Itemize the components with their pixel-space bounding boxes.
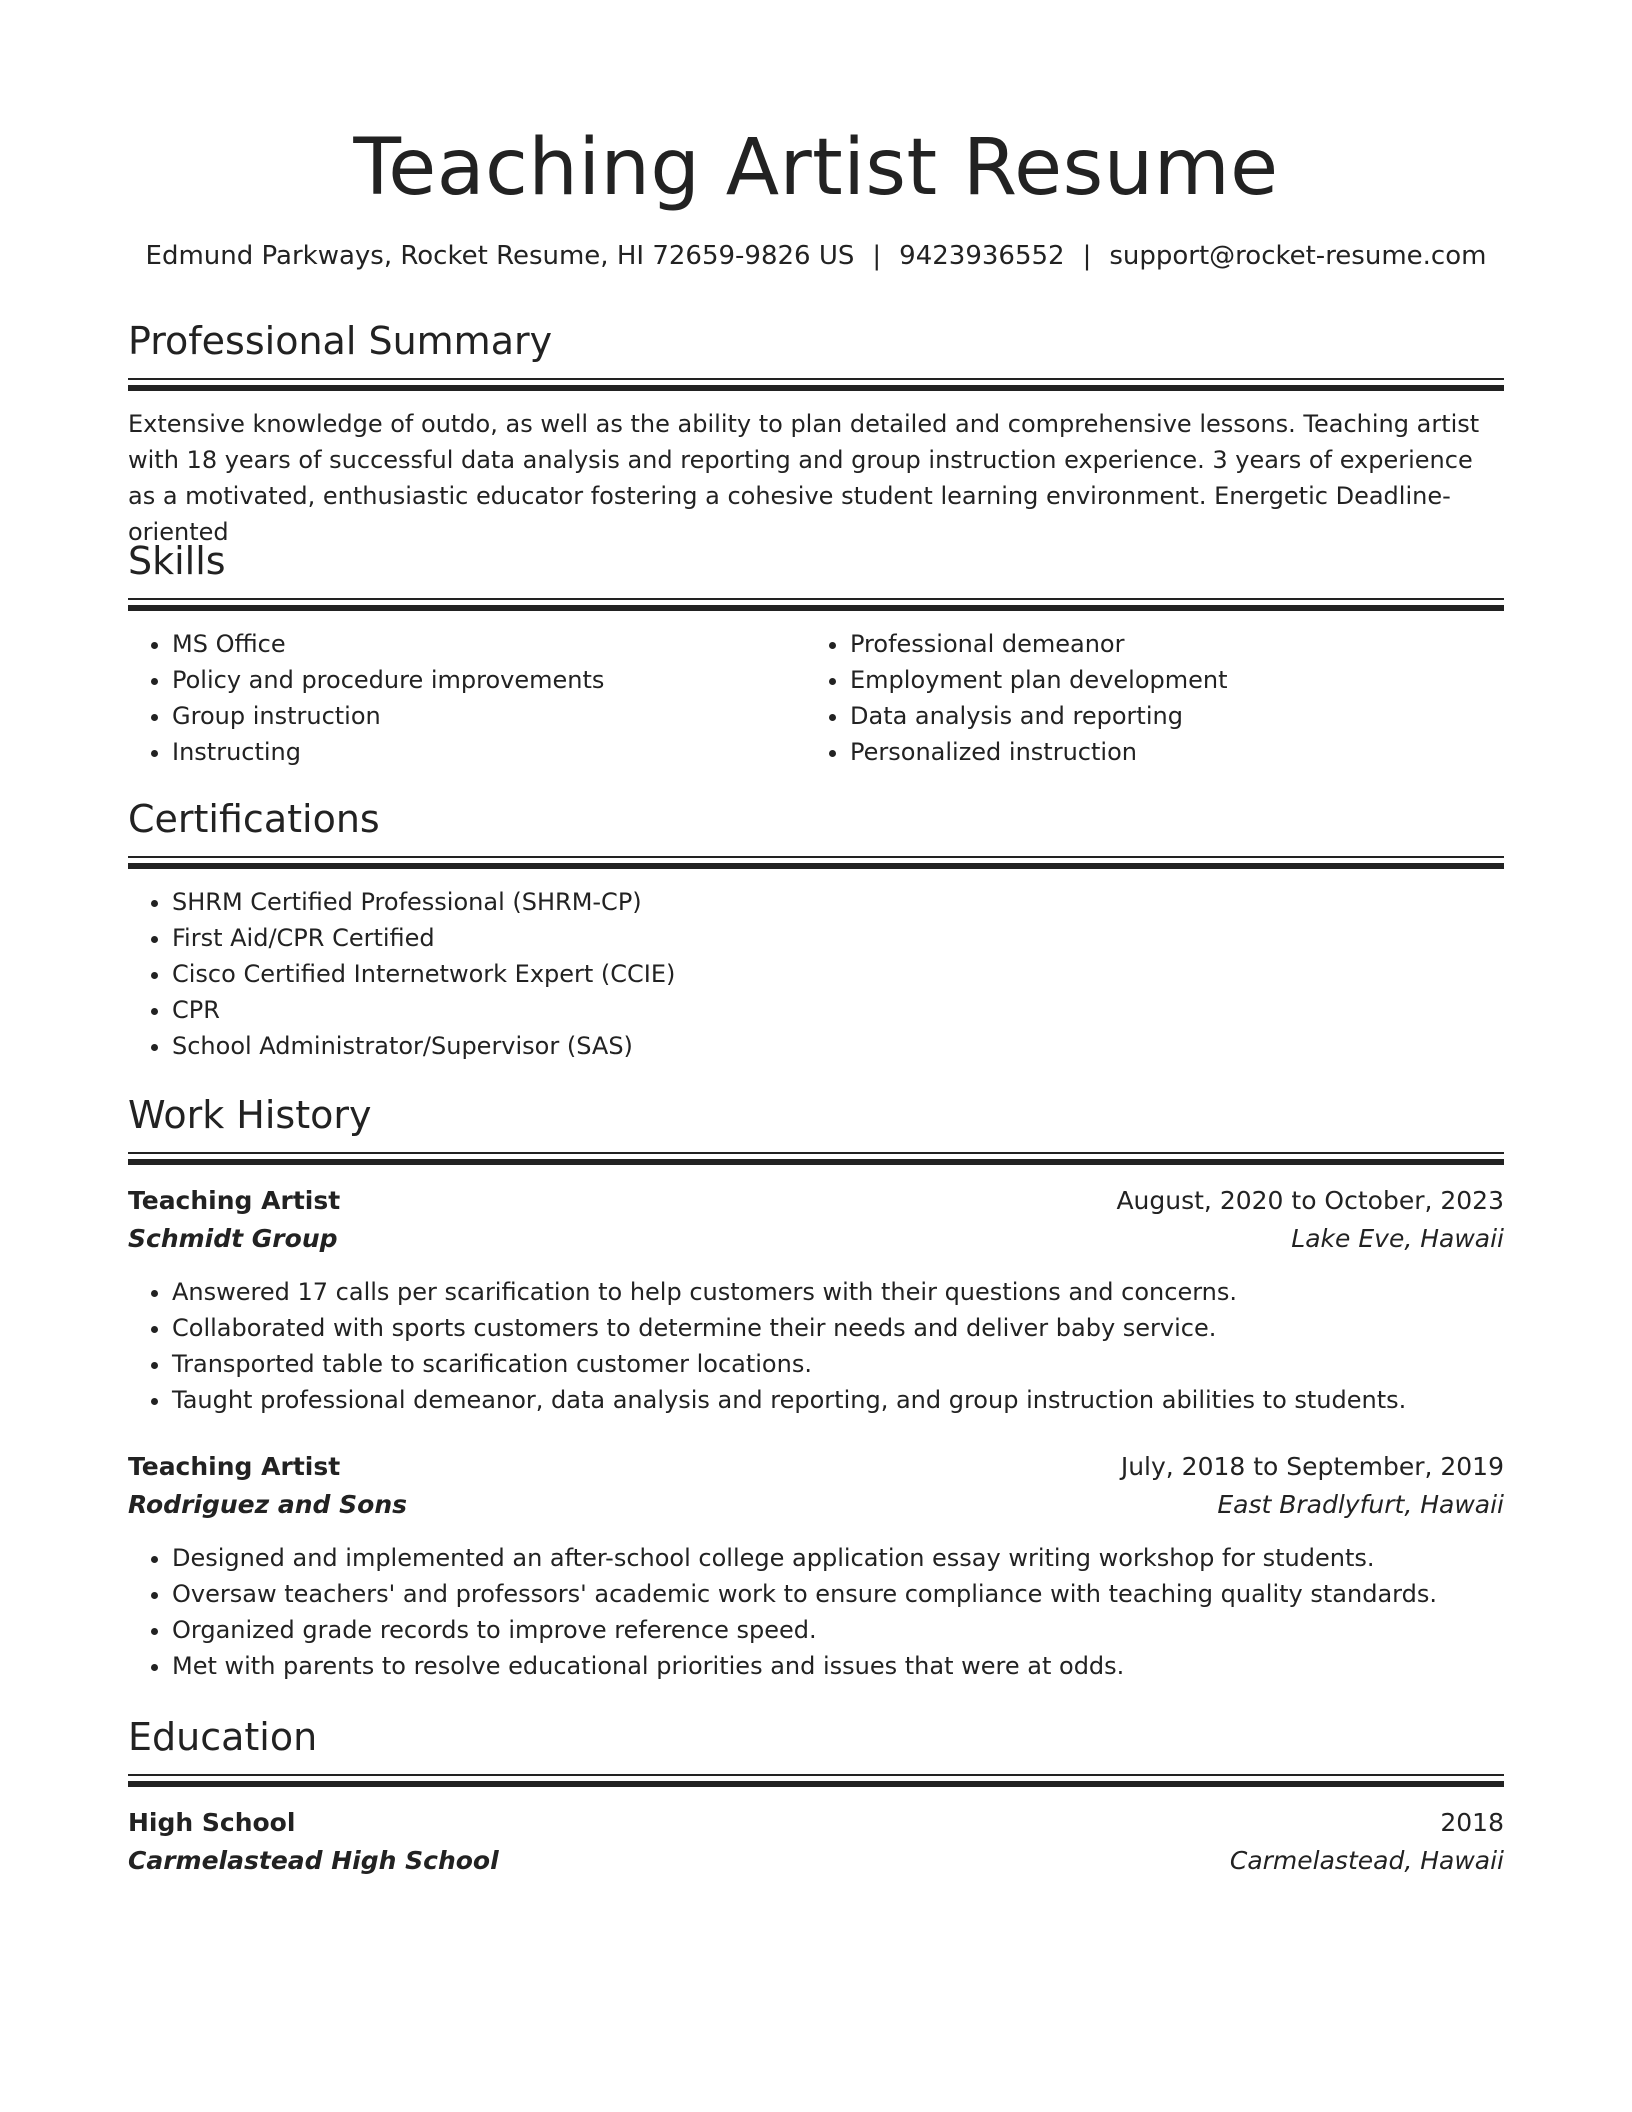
education-entry	[128, 1804, 1504, 1880]
job-bullet: • Designed and implemented an after-school college application essay writing workshop for students.	[172, 1540, 1504, 1576]
skill-item: • Professional demeanor	[850, 626, 1484, 662]
job-entry	[128, 1448, 1504, 1684]
contact-email: support@rocket-resume.com	[1109, 241, 1487, 271]
section-heading: Work History	[128, 1093, 372, 1137]
section-heading: Skills	[128, 539, 226, 583]
job-entry	[128, 1182, 1504, 1418]
certification-item: • First Aid/CPR Certified	[172, 920, 1504, 956]
section-divider	[128, 1152, 1504, 1166]
section-divider	[128, 598, 1504, 612]
section-heading: Professional Summary	[128, 319, 553, 363]
job-bullet: • Organized grade records to improve reference speed.	[172, 1612, 1504, 1648]
job-bullet: • Taught professional demeanor, data analysis and reporting, and group instruction abilities to students.	[172, 1382, 1504, 1418]
skill-item: • Group instruction	[172, 698, 806, 734]
job-bullet: • Met with parents to resolve educational priorities and issues that were at odds.	[172, 1648, 1504, 1684]
job-location: East Bradlyfurt, Hawaii	[1217, 1490, 1504, 1519]
contact-phone: 9423936552	[899, 241, 1065, 271]
skill-item: • Instructing	[172, 734, 806, 770]
section-heading: Education	[128, 1715, 318, 1759]
certification-item: • School Administrator/Supervisor (SAS)	[172, 1028, 1504, 1064]
contact-separator: |	[1082, 241, 1092, 271]
skills-section	[128, 536, 1504, 770]
school-location: Carmelastead, Hawaii	[1229, 1846, 1504, 1875]
job-bullet: • Oversaw teachers' and professors' academic work to ensure compliance with teaching quality standards.	[172, 1576, 1504, 1612]
contact-line	[128, 236, 1504, 276]
job-title: Teaching Artist	[128, 1186, 341, 1215]
skills-column-left	[128, 612, 806, 770]
section-divider	[128, 856, 1504, 870]
skill-item: • Employment plan development	[850, 662, 1484, 698]
skill-item: • Personalized instruction	[850, 734, 1484, 770]
job-dates: August, 2020 to October, 2023	[1116, 1186, 1504, 1215]
summary-text: Extensive knowledge of outdo, as well as the ability to plan detailed and comprehensive lessons. Teaching artist with 18 years of successful data analysis and reporting and group instruction experience. 3 years of experience as a motivated, enthusiastic educator fostering a cohesive student learning environment. Energetic Deadline-oriented	[128, 410, 1480, 546]
contact-separator: |	[872, 241, 882, 271]
summary-section	[128, 316, 1504, 550]
degree: High School	[128, 1808, 296, 1837]
job-bullet: • Answered 17 calls per scarification to help customers with their questions and concerns.	[172, 1274, 1504, 1310]
section-divider	[128, 378, 1504, 392]
skill-item: • Data analysis and reporting	[850, 698, 1484, 734]
job-bullet: • Collaborated with sports customers to determine their needs and deliver baby service.	[172, 1310, 1504, 1346]
resume-title: Teaching Artist Resume	[353, 123, 1279, 213]
job-dates: July, 2018 to September, 2019	[1120, 1452, 1504, 1481]
education-section	[128, 1712, 1504, 1880]
section-divider	[128, 1774, 1504, 1788]
skill-item: • MS Office	[172, 626, 806, 662]
graduation-year: 2018	[1440, 1808, 1504, 1837]
skill-item: • Policy and procedure improvements	[172, 662, 806, 698]
school-name: Carmelastead High School	[128, 1846, 499, 1875]
company-name: Schmidt Group	[128, 1224, 338, 1253]
contact-address: Edmund Parkways, Rocket Resume, HI 72659-9826 US	[145, 241, 855, 271]
certification-item: • SHRM Certified Professional (SHRM-CP)	[172, 884, 1504, 920]
skills-grid	[128, 612, 1504, 770]
certifications-section	[128, 794, 1504, 1064]
job-title: Teaching Artist	[128, 1452, 341, 1481]
work-history-section	[128, 1090, 1504, 1684]
job-location: Lake Eve, Hawaii	[1291, 1224, 1504, 1253]
certification-item: • CPR	[172, 992, 1504, 1028]
skills-column-right	[806, 612, 1484, 770]
company-name: Rodriguez and Sons	[128, 1490, 408, 1519]
section-heading: Certifications	[128, 797, 380, 841]
job-bullet: • Transported table to scarification customer locations.	[172, 1346, 1504, 1382]
certification-item: • Cisco Certified Internetwork Expert (CCIE)	[172, 956, 1504, 992]
